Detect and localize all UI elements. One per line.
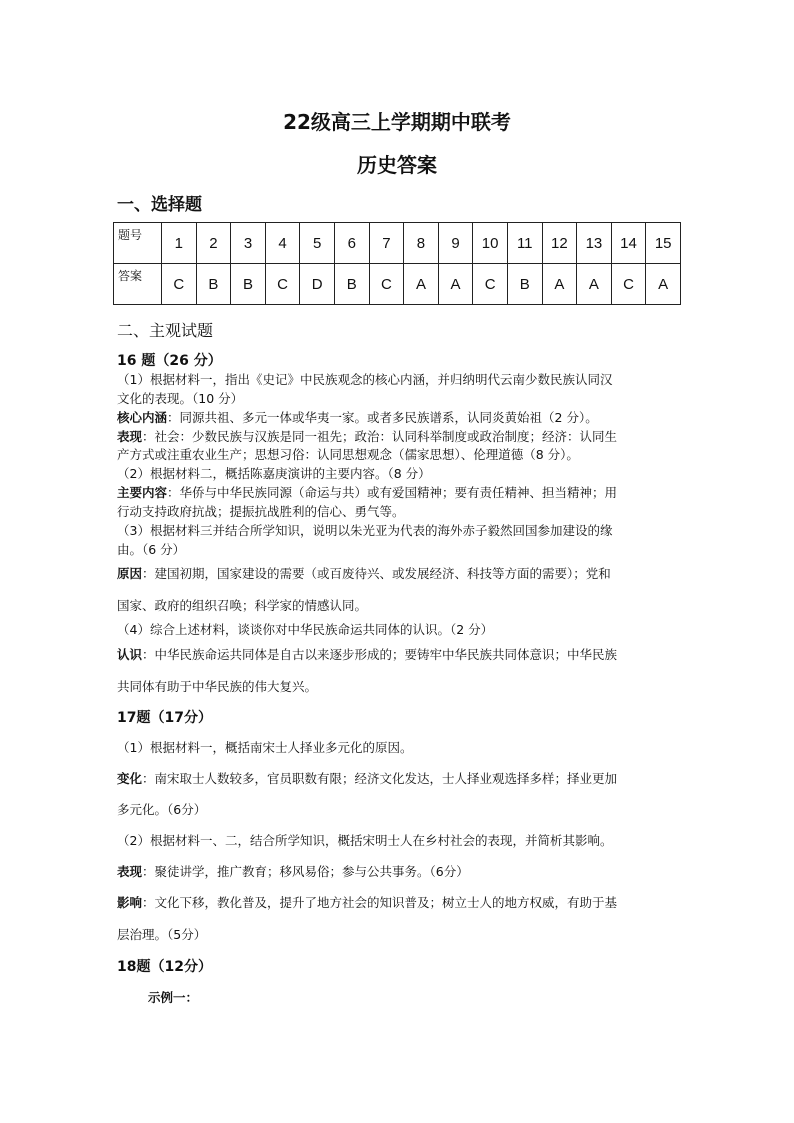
- question-number: 3: [231, 223, 266, 264]
- row-label-answers: 答案: [114, 264, 162, 305]
- answer-cell: A: [438, 264, 473, 305]
- section-subjective-heading: 二、主观试题: [117, 321, 214, 340]
- answer-cell: B: [507, 264, 542, 305]
- answer-text: ：中华民族命运共同体是自古以来逐步形成的；要铸牢中华民族共同体意识；中华民族: [142, 647, 618, 662]
- q17-part1-prompt: （1）根据材料一，概括南宋士人择业多元化的原因。: [117, 740, 413, 755]
- question-number: 7: [369, 223, 404, 264]
- q17-impact-answer: [117, 893, 617, 911]
- answer-row: [114, 264, 681, 305]
- answer-text: ：同源共祖、多元一体或华夷一家。或者多民族谱系，认同炎黄始祖（2 分）。: [167, 410, 598, 425]
- answer-cell: C: [162, 264, 197, 305]
- section-choice-heading: 一、选择题: [117, 195, 202, 215]
- q17-performance-answer: [117, 862, 469, 880]
- question-number: 9: [438, 223, 473, 264]
- answer-cell: C: [611, 264, 646, 305]
- answer-cell: A: [577, 264, 612, 305]
- q17-heading: 17题（17分）: [117, 710, 212, 726]
- answer-text: ：建国初期，国家建设的需要（或百废待兴、或发展经济、科技等方面的需要）；党和: [142, 566, 611, 581]
- q16-performance-answer-cont: 产方式或注重农业生产；思想习俗：认同思想观念（儒家思想）、伦理道德（8 分）。: [117, 447, 579, 462]
- q18-example-label: 示例一：: [148, 990, 199, 1005]
- question-number: 2: [196, 223, 231, 264]
- answer-label: 认识: [117, 647, 143, 662]
- answer-cell: C: [473, 264, 508, 305]
- q17-change-answer: [117, 769, 617, 787]
- question-number: 11: [507, 223, 542, 264]
- q16-reason-answer-cont: 国家、政府的组织召唤；科学家的情感认同。: [117, 598, 368, 613]
- answer-text: ：南宋取士人数较多，官员职数有限；经济文化发达，士人择业观选择多样；择业更加: [142, 771, 618, 786]
- page-subtitle: 历史答案: [357, 153, 437, 177]
- q16-performance-answer: [117, 427, 617, 445]
- q17-part2-prompt: （2）根据材料一、二，结合所学知识，概括宋明士人在乡村社会的表现，并简析其影响。: [117, 833, 613, 848]
- q17-change-answer-cont: 多元化。（6分）: [117, 802, 207, 817]
- answer-label: 原因: [117, 566, 143, 581]
- answer-cell: C: [369, 264, 404, 305]
- q16-part1-prompt: （1）根据材料一，指出《史记》中民族观念的核心内涵，并归纳明代云南少数民族认同汉: [117, 372, 613, 387]
- question-number: 6: [334, 223, 369, 264]
- q16-main-content-answer-cont: 行动支持政府抗战；提振抗战胜利的信心、勇气等。: [117, 504, 405, 519]
- answer-cell: B: [334, 264, 369, 305]
- q16-part3-prompt-cont: 由。（6 分）: [117, 542, 186, 557]
- question-number: 5: [300, 223, 335, 264]
- q16-main-content-answer: [117, 483, 617, 501]
- question-number: 14: [611, 223, 646, 264]
- question-number: 8: [404, 223, 439, 264]
- answer-cell: D: [300, 264, 335, 305]
- q18-heading: 18题（12分）: [117, 959, 212, 975]
- answer-label: 表现: [117, 864, 143, 879]
- answer-text: ：华侨与中华民族同源（命运与共）或有爱国精神；要有责任精神、担当精神；用: [167, 485, 618, 500]
- answer-cell: C: [265, 264, 300, 305]
- answer-table: [113, 222, 681, 305]
- q16-view-answer: [117, 645, 617, 663]
- answer-text: ：社会：少数民族与汉族是同一祖先；政治：认同科举制度或政治制度；经济：认同生: [142, 429, 618, 444]
- question-number: 12: [542, 223, 577, 264]
- answer-label: 变化: [117, 771, 143, 786]
- answer-cell: A: [404, 264, 439, 305]
- question-number: 4: [265, 223, 300, 264]
- question-number: 10: [473, 223, 508, 264]
- q16-core-answer: [117, 408, 598, 426]
- question-number: 13: [577, 223, 612, 264]
- answer-label: 主要内容: [117, 485, 168, 500]
- answer-text: ：聚徒讲学，推广教育；移风易俗；参与公共事务。（6分）: [142, 864, 469, 879]
- q16-view-answer-cont: 共同体有助于中华民族的伟大复兴。: [117, 679, 318, 694]
- answer-cell: A: [542, 264, 577, 305]
- answer-cell: B: [196, 264, 231, 305]
- answer-label: 影响: [117, 895, 143, 910]
- q16-part4-prompt: （4）综合上述材料，谈谈你对中华民族命运共同体的认识。（2 分）: [117, 622, 494, 637]
- page-title: 22级高三上学期期中联考: [283, 110, 511, 134]
- question-number-row: [114, 223, 681, 264]
- answer-label: 表现: [117, 429, 143, 444]
- row-label-numbers: 题号: [114, 223, 162, 264]
- answer-text: ：文化下移，教化普及，提升了地方社会的知识普及；树立士人的地方权威，有助于基: [142, 895, 618, 910]
- q17-impact-answer-cont: 层治理。（5分）: [117, 927, 207, 942]
- answer-cell: A: [646, 264, 681, 305]
- answer-label: 核心内涵: [117, 410, 168, 425]
- q16-part3-prompt: （3）根据材料三并结合所学知识，说明以朱光亚为代表的海外赤子毅然回国参加建设的缘: [117, 523, 613, 538]
- question-number: 1: [162, 223, 197, 264]
- q16-reason-answer: [117, 564, 611, 582]
- q16-heading: 16 题（26 分）: [117, 353, 222, 369]
- q16-part2-prompt: （2）根据材料二，概括陈嘉庚演讲的主要内容。（8 分）: [117, 466, 431, 481]
- answer-cell: B: [231, 264, 266, 305]
- question-number: 15: [646, 223, 681, 264]
- q16-part1-prompt-cont: 文化的表现。（10 分）: [117, 391, 244, 406]
